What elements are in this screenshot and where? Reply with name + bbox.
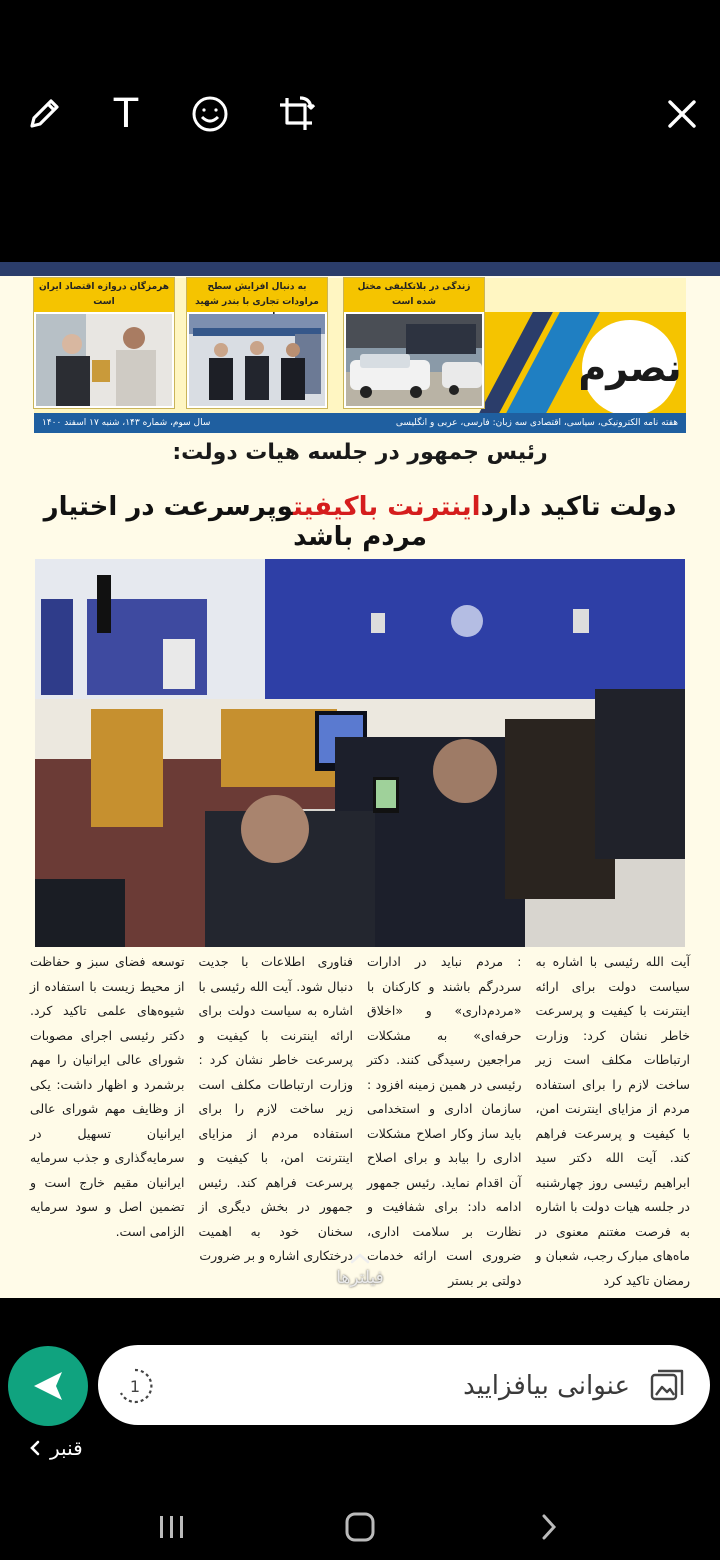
cabinet-meeting-photo	[35, 559, 685, 947]
headline-highlight: اینترنت باکیفیت	[292, 492, 481, 522]
newspaper-logo: نصرم	[582, 320, 678, 416]
article-column-2: : مردم نباید در ادارات سردرگم باشند و کارکنان با «مردم‌داری» و «اخلاق حرفه‌ای» به مشکلات مراجعین رسیدگی کنند. دکتر رئیسی در همین زمینه افزود : سازمان اداری و استخدامی باید ساز وکار اصلاح مشکلات اداری را بیابد و برای اصلاح آن اقدام نماید. رئیس جمهور ادامه داد: برای شفافیت و نظارت بر سلامت اداری، ضروری است ارائه خدمات دولتی بر بستر	[367, 954, 522, 1288]
chevron-up-icon[interactable]	[348, 1250, 372, 1266]
issue-info: سال سوم، شماره ۱۴۳، شنبه ۱۷ اسفند ۱۴۰۰	[42, 418, 211, 428]
recent-apps-button[interactable]	[142, 1502, 202, 1552]
recipient-name: قنبر	[50, 1436, 83, 1460]
headline-part-2: وپرسرعت در اختیار مردم باشد	[43, 492, 427, 552]
gallery-icon[interactable]	[648, 1367, 686, 1405]
masthead-photo-officials	[187, 278, 327, 408]
back-button[interactable]	[518, 1502, 578, 1552]
crop-rotate-icon	[276, 94, 316, 134]
close-button[interactable]	[656, 88, 708, 140]
article-column-4: توسعه فضای سبز و حفاظت از محیط زیست با استفاده از شیوه‌های علمی تاکید کرد. دکتر رئیسی اجرای مصوبات شورای عالی ایرانیان را مهم برشمرد و اظهار داشت: یکی از وظایف مهم شورای عالی ایرانیان تسهیل در سرمایه‌گذاری و جذب سرمایه ایرانیان مقیم خارج است و تضمین اصل و سود سرمایه الزامی است.	[30, 954, 185, 1239]
send-button[interactable]	[8, 1346, 88, 1426]
caption-field-container	[98, 1345, 710, 1425]
filters-label[interactable]: فیلترها	[336, 1268, 384, 1288]
headline-part-1: دولت تاکید دارد	[480, 492, 677, 522]
recipient-chip[interactable]	[28, 1436, 83, 1460]
crop-tool[interactable]	[270, 88, 322, 140]
home-icon	[343, 1510, 377, 1544]
cars-photo-image	[346, 314, 482, 406]
pencil-icon	[24, 94, 64, 134]
view-once-label: 1	[129, 1377, 141, 1396]
publication-info: هفته نامه الکترونیکی، سیاسی، اقتصادی سه زبان: فارسی، عربی و انگلیسی	[395, 418, 678, 428]
close-icon	[662, 94, 702, 134]
article-subheadline: رئیس جمهور در جلسه هیات دولت:	[172, 440, 548, 465]
text-tool[interactable]	[100, 88, 152, 140]
text-tool-label: T	[113, 91, 139, 137]
draw-tool[interactable]	[18, 88, 70, 140]
cabinet-meeting-image	[35, 559, 685, 947]
chevron-left-icon	[28, 1438, 42, 1458]
home-button[interactable]	[330, 1502, 390, 1552]
article-headline	[30, 492, 690, 552]
sticker-tool[interactable]	[184, 88, 236, 140]
masthead-photo-award	[34, 278, 174, 408]
masthead-info-bar	[34, 413, 686, 433]
masthead-photo-cars	[344, 278, 484, 408]
smiley-icon	[190, 94, 230, 134]
editor-toolbar	[0, 0, 720, 262]
recent-apps-icon	[155, 1512, 189, 1542]
photo-caption: به دنبال افزایش سطح مراودات تجاری با بندر شهید	[187, 278, 327, 312]
newspaper-masthead	[34, 278, 686, 433]
system-navigation-bar	[0, 1494, 720, 1560]
photo-caption: هرمزگان دروازه اقتصاد ایران است	[34, 278, 174, 312]
view-once-icon[interactable]	[116, 1367, 154, 1405]
article-column-1: آیت الله رئیسی با اشاره به سیاست دولت برای ارائه اینترنت با کیفیت و پرسرعت خاطر نشان کرد: وزارت ارتباطات مکلف است زیر ساخت لازم را برای استفاده مردم از مزایای اینترنت امن، با کیفیت و پرسرعت فراهم کند. آیت الله دکتر سید ابراهیم رئیسی روز چهارشنبه در جلسه هیات دولت با اشاره به فرصت مغتنم معنوی در ماه‌های مبارک رجب، شعبان و رمضان تاکید کرد	[535, 954, 690, 1288]
officials-photo-image	[189, 314, 325, 406]
award-photo-image	[36, 314, 172, 406]
page-top-border	[0, 262, 720, 276]
caption-input[interactable]	[178, 1363, 632, 1409]
article-column-3: فناوری اطلاعات با جدیت دنبال شود. آیت الله رئیسی با اشاره به سیاست دولت برای ارائه اینترنت با کیفیت و پرسرعت خاطر نشان کرد : وزارت ارتباطات مکلف است زیر ساخت لازم را برای استفاده مردم از مزایای اینترنت امن، با کیفیت و پرسرعت فراهم کند. رئیس جمهور در بخش دیگری از سخنان خود به اهمیت درختکاری اشاره و بر ضرورت	[198, 954, 353, 1263]
send-icon	[28, 1366, 68, 1406]
photo-caption: زندگی در بلاتکلیفی مختل شده است	[344, 278, 484, 312]
back-chevron-icon	[536, 1510, 560, 1544]
